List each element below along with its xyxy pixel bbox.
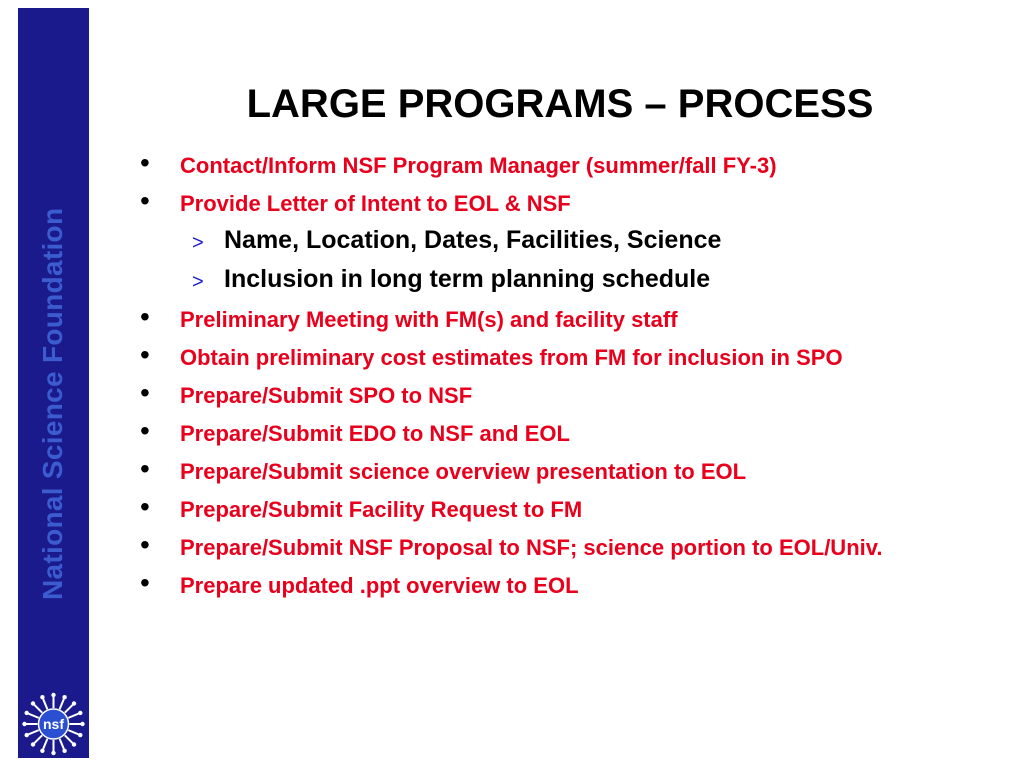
bullet-icon: • <box>140 301 150 332</box>
bullet-item <box>140 378 1000 416</box>
nsf-logo-icon <box>18 690 89 758</box>
bullet-item <box>140 340 1000 378</box>
bullet-icon: • <box>140 377 150 408</box>
bullet-icon: • <box>140 567 150 598</box>
bullet-text: Preliminary Meeting with FM(s) and facility staff <box>180 307 678 332</box>
bullet-text: Obtain preliminary cost estimates from FM for inclusion in SPO <box>180 345 843 370</box>
bullet-icon: • <box>140 491 150 522</box>
chevron-right-icon: > <box>192 232 204 254</box>
nsf-logo <box>18 690 89 758</box>
bullet-icon: • <box>140 453 150 484</box>
bullet-item <box>140 492 1000 530</box>
bullet-text: Contact/Inform NSF Program Manager (summer/fall FY-3) <box>180 153 777 178</box>
bullet-text: Prepare updated .ppt overview to EOL <box>180 573 579 598</box>
svg-text:nsf: nsf <box>43 716 64 732</box>
bullet-item <box>140 148 1000 186</box>
bullet-item <box>140 302 1000 340</box>
bullet-icon: • <box>140 147 150 178</box>
bullet-icon: • <box>140 339 150 370</box>
bullet-icon: • <box>140 415 150 446</box>
sub-bullet-text: Inclusion in long term planning schedule <box>224 265 711 293</box>
bullet-text: Provide Letter of Intent to EOL & NSF <box>180 191 571 216</box>
sidebar-title: National Science Foundation <box>37 207 68 600</box>
sub-bullet-item <box>192 263 1000 302</box>
bullet-icon: • <box>140 185 150 216</box>
bullet-item <box>140 568 1000 606</box>
sub-bullet-item <box>192 224 1000 263</box>
slide-title: LARGE PROGRAMS – PROCESS <box>246 82 874 126</box>
bullet-list <box>140 148 1000 606</box>
bullet-text: Prepare/Submit SPO to NSF <box>180 383 473 408</box>
sub-bullet-text: Name, Location, Dates, Facilities, Science <box>224 226 722 254</box>
bullet-text: Prepare/Submit Facility Request to FM <box>180 497 583 522</box>
bullet-text: Prepare/Submit NSF Proposal to NSF; science portion to EOL/Univ. <box>180 535 883 560</box>
bullet-item <box>140 186 1000 224</box>
bullet-text: Prepare/Submit EDO to NSF and EOL <box>180 421 570 446</box>
bullet-item <box>140 530 1000 568</box>
bullet-item <box>140 416 1000 454</box>
bullet-text: Prepare/Submit science overview presentation to EOL <box>180 459 747 484</box>
bullet-item <box>140 454 1000 492</box>
chevron-right-icon: > <box>192 271 204 293</box>
bullet-icon: • <box>140 529 150 560</box>
